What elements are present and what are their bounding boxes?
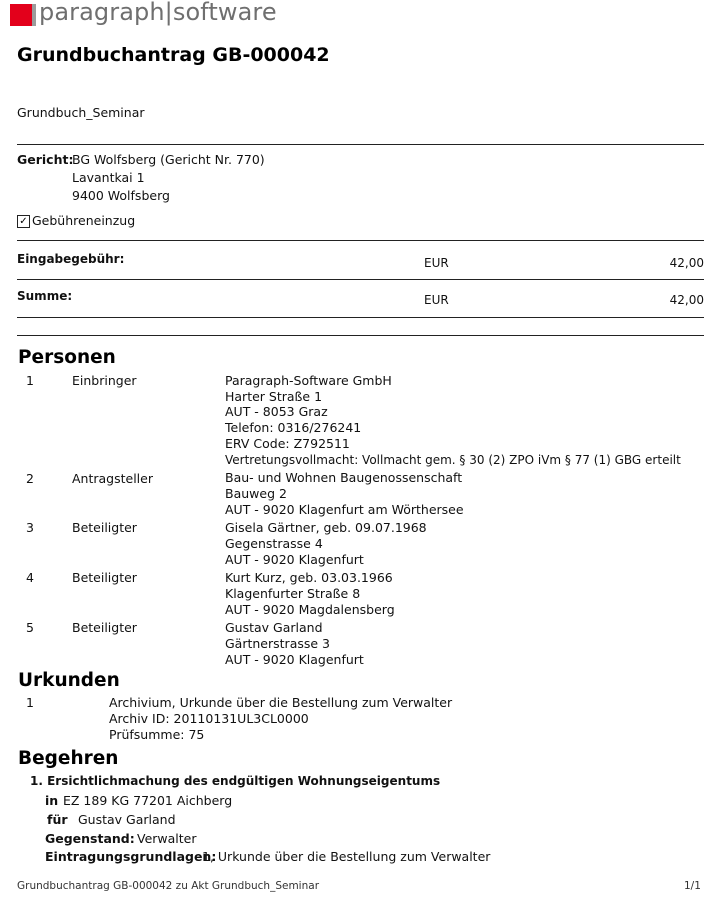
person-line: AUT - 9020 Klagenfurt am Wörthersee: [225, 502, 464, 517]
total-amount: 42,00: [669, 293, 704, 307]
person-role: Beteiligter: [72, 620, 137, 635]
fee-collection-label: Gebühreneinzug: [32, 213, 136, 228]
page-title: Grundbuchantrag GB-000042: [17, 44, 330, 66]
person-role: Einbringer: [72, 373, 137, 388]
person-role: Antragsteller: [72, 471, 153, 486]
persons-heading: Personen: [18, 347, 116, 368]
person-number: 2: [26, 471, 34, 486]
request-basis-label: Eintragungsgrundlagen:: [45, 849, 217, 864]
person-line: Gegenstrasse 4: [225, 536, 323, 551]
logo-text: paragraph|software: [39, 0, 277, 26]
document-line: Prüfsumme: 75: [109, 727, 205, 742]
person-line: AUT - 9020 Klagenfurt: [225, 552, 364, 567]
divider: [17, 144, 704, 145]
court-city: 9400 Wolfsberg: [72, 188, 170, 203]
person-line: Bau- und Wohnen Baugenossenschaft: [225, 470, 463, 485]
person-number: 5: [26, 620, 34, 635]
person-line: Gärtnerstrasse 3: [225, 636, 330, 651]
person-number: 4: [26, 570, 34, 585]
person-line: Telefon: 0316/276241: [225, 420, 362, 435]
court-name: BG Wolfsberg (Gericht Nr. 770): [72, 152, 265, 167]
person-line: Klagenfurter Straße 8: [225, 586, 361, 601]
document-subtitle: Grundbuch_Seminar: [17, 105, 145, 120]
person-line: Kurt Kurz, geb. 03.03.1966: [225, 570, 393, 585]
request-title: 1. Ersichtlichmachung des endgültigen Wohnungseigentums: [30, 774, 441, 788]
person-line: Harter Straße 1: [225, 389, 323, 404]
request-subject-value: Verwalter: [137, 831, 197, 846]
document-number: 1: [26, 695, 34, 710]
person-line: Vertretungsvollmacht: Vollmacht gem. § 30 (2) ZPO iVm § 77 (1) GBG erteilt: [225, 453, 681, 467]
person-line: ERV Code: Z792511: [225, 436, 350, 451]
fee-label: Eingabegebühr:: [17, 252, 125, 266]
document-line: Archiv ID: 20110131UL3CL0000: [109, 711, 309, 726]
request-subject-label: Gegenstand:: [45, 831, 135, 846]
page-number: 1/1: [684, 880, 701, 892]
court-street: Lavantkai 1: [72, 170, 145, 185]
person-number: 1: [26, 373, 34, 388]
request-basis-value: 1, Urkunde über die Bestellung zum Verwalter: [202, 849, 491, 864]
court-label: Gericht:: [17, 152, 74, 167]
divider: [17, 240, 704, 241]
logo-bar-icon: [32, 4, 36, 26]
request-for-label: für: [47, 812, 68, 827]
fee-currency: EUR: [424, 256, 449, 270]
person-line: Gustav Garland: [225, 620, 323, 635]
footer-text: Grundbuchantrag GB-000042 zu Akt Grundbuch_Seminar: [17, 880, 320, 892]
person-role: Beteiligter: [72, 520, 137, 535]
person-line: Gisela Gärtner, geb. 09.07.1968: [225, 520, 427, 535]
person-number: 3: [26, 520, 34, 535]
person-line: AUT - 9020 Klagenfurt: [225, 652, 364, 667]
request-in-label: in: [45, 793, 59, 808]
documents-heading: Urkunden: [18, 670, 120, 691]
total-currency: EUR: [424, 293, 449, 307]
document-line: Archivium, Urkunde über die Bestellung zum Verwalter: [109, 695, 453, 710]
requests-heading: Begehren: [18, 748, 119, 769]
logo-square-icon: [10, 4, 32, 26]
total-label: Summe:: [17, 289, 73, 303]
divider: [17, 317, 704, 318]
person-line: AUT - 9020 Magdalensberg: [225, 602, 395, 617]
divider: [17, 335, 704, 336]
fee-amount: 42,00: [669, 256, 704, 270]
person-line: Bauweg 2: [225, 486, 287, 501]
person-line: AUT - 8053 Graz: [225, 404, 328, 419]
request-in-value: EZ 189 KG 77201 Aichberg: [63, 793, 233, 808]
fee-collection-checkbox[interactable]: ✓: [17, 215, 30, 228]
divider: [17, 279, 704, 280]
person-role: Beteiligter: [72, 570, 137, 585]
request-for-value: Gustav Garland: [78, 812, 176, 827]
person-line: Paragraph-Software GmbH: [225, 373, 392, 388]
